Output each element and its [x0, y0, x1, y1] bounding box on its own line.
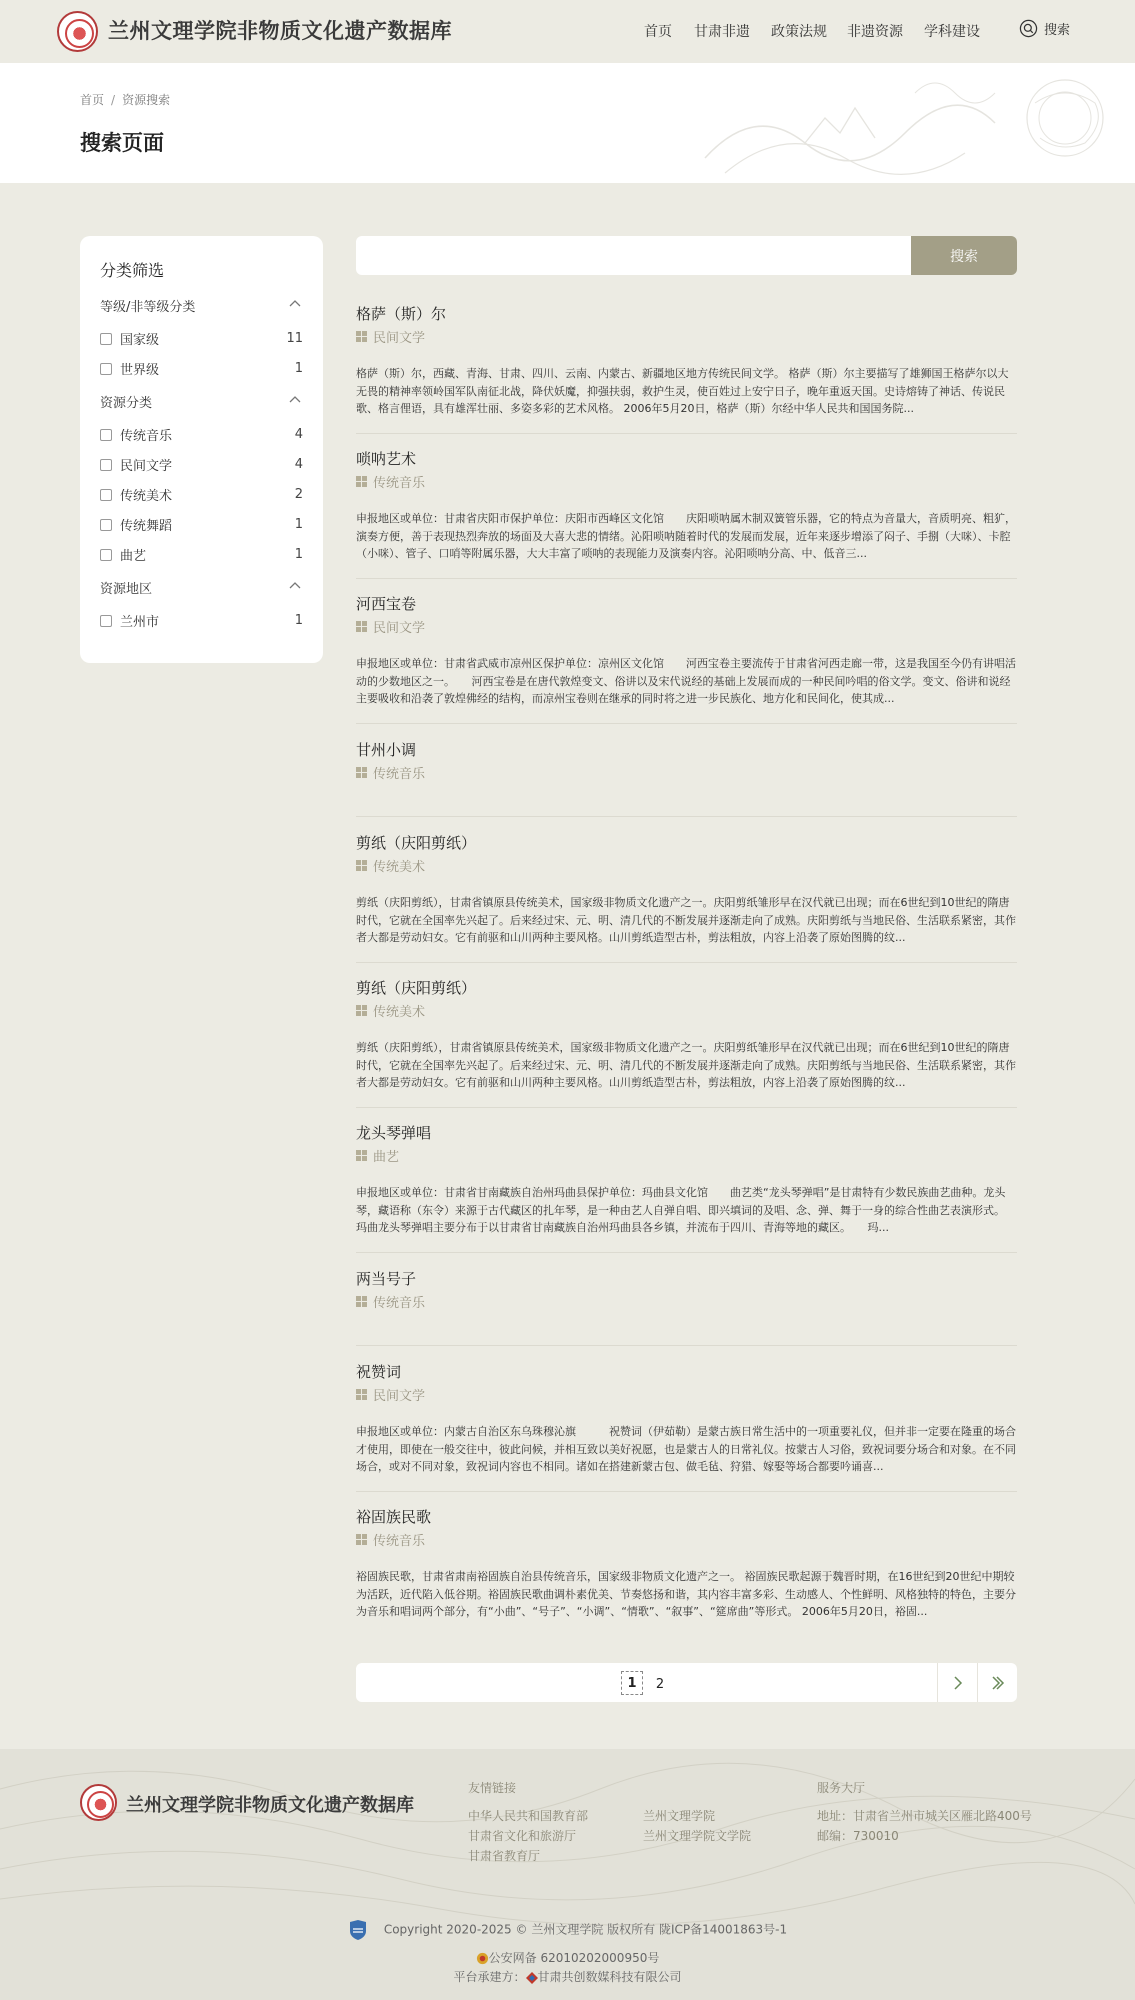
filter-option-count: 4: [294, 427, 303, 442]
result-description: 申报地区或单位：甘肃省庆阳市保护单位：庆阳市西峰区文化馆 庆阳唢呐属木制双簧管乐器，它的特点为音量大，音质明亮、粗犷，演奏方便，善于表现热烈奔放的场面及大喜大悲的情绪。沁阳唢呐随着时代的发展而发展，近年来逐步增添了闷子、手捌（大咪）、卡腔（小咪）、管子、口哨等附属乐器，大大丰富了唢呐的表现能力及演奏内容。沁阳唢呐分高、中、低音三...: [356, 512, 1016, 560]
police-record-text: 公安网备 62010202000950号: [488, 1951, 660, 1965]
builder-name[interactable]: 甘肃共创数媒科技有限公司: [537, 1970, 682, 1984]
result-category: [356, 1292, 425, 1311]
header-search-label: 搜索: [1044, 23, 1071, 38]
result-item[interactable]: [356, 1122, 1022, 1253]
page-banner: [0, 63, 1135, 183]
category-grid-icon: [356, 331, 367, 342]
search-icon: [1019, 19, 1038, 38]
result-description: 申报地区或单位：甘肃省武威市凉州区保护单位：凉州区文化馆 河西宝卷主要流传于甘肃省河西走廊一带，这是我国至今仍有讲唱活动的少数地区之一。 河西宝卷是在唐代敦煌变文、俗讲以及宋代说经的基础上发展而成的一种民间吟唱的俗文学。变文、俗讲和说经主要吸收和沿袭了敦煌佛经的结构，而凉州宝卷则在继承的同时将之进一步民族化、地方化和民间化，使其成...: [356, 657, 1016, 705]
footer-service-heading: 服务大厅: [817, 1781, 866, 1795]
result-category-label: 传统音乐: [373, 476, 426, 491]
ink-landscape-decoration: [665, 63, 1135, 183]
checkbox[interactable]: [100, 333, 112, 345]
footer-link[interactable]: 兰州文理学院文学院: [643, 1829, 752, 1843]
checkbox[interactable]: [100, 363, 112, 375]
result-category-label: 民间文学: [373, 621, 426, 636]
result-category: [356, 1530, 425, 1549]
result-category: [356, 327, 425, 346]
result-item[interactable]: [356, 448, 1017, 579]
police-record-line[interactable]: [0, 1949, 1135, 1966]
next-page-button[interactable]: [937, 1663, 977, 1702]
footer-link[interactable]: 兰州文理学院: [643, 1809, 716, 1823]
filter-option-traditional-art[interactable]: [100, 485, 303, 504]
result-title[interactable]: 河西宝卷: [356, 595, 417, 613]
filter-option-traditional-dance[interactable]: [100, 515, 303, 534]
result-description: 申报地区或单位：内蒙古自治区东乌珠穆沁旗 祝赞词（伊茹勒）是蒙古族日常生活中的一项重要礼仪，但并非一定要在隆重的场合才使用，即使在一般交往中，彼此问候，并相互致以美好祝愿，也是蒙古人的日常礼仪。按蒙古人习俗，致祝词要分场合和对象。在不同场合，或对不同对象，致祝词内容也不相同。诸如在搭建新蒙古包、做毛毡、狩猎、嫁娶等场合都要吟诵喜...: [356, 1425, 1016, 1473]
footer-postcode: 邮编：730010: [817, 1829, 899, 1843]
footer-logo-icon[interactable]: [80, 1784, 117, 1821]
filter-group-label: 资源地区: [100, 582, 153, 597]
filter-option-quyi[interactable]: [100, 545, 303, 564]
result-title[interactable]: 格萨（斯）尔: [356, 305, 447, 323]
footer-link[interactable]: 甘肃省教育厅: [468, 1849, 541, 1863]
footer-site-title: 兰州文理学院非物质文化遗产数据库: [126, 1795, 414, 1816]
filter-title: 分类筛选: [100, 261, 165, 280]
filter-option-label: 国家级: [120, 333, 160, 348]
gov-badge-icon[interactable]: [348, 1919, 368, 1941]
checkbox[interactable]: [100, 459, 112, 471]
result-item[interactable]: [356, 832, 1017, 963]
chevron-right-icon: [953, 1676, 963, 1690]
nav-gansu-heritage[interactable]: 甘肃非遗: [694, 24, 750, 40]
site-footer: [0, 1749, 1135, 2000]
result-category-label: 传统美术: [373, 860, 426, 875]
result-description: 剪纸（庆阳剪纸），甘肃省镇原县传统美术，国家级非物质文化遗产之一。庆阳剪纸雏形早在汉代就已出现；而在6世纪到10世纪的隋唐时代，它就在全国率先兴起了。后来经过宋、元、明、清几代的不断发展并逐渐走向了成熟。庆阳剪纸与当地民俗、生活联系紧密，其作者大都是劳动妇女。它有前驱和山川两种主要风格。山川剪纸造型古朴，剪法粗放，内容上沿袭了原始图腾的纹...: [356, 896, 1016, 944]
checkbox[interactable]: [100, 429, 112, 441]
nav-discipline[interactable]: 学科建设: [924, 24, 980, 40]
search-input[interactable]: [356, 236, 911, 275]
checkbox[interactable]: [100, 549, 112, 561]
result-title[interactable]: 两当号子: [356, 1270, 417, 1288]
chevron-up-icon[interactable]: [289, 299, 301, 307]
result-category-label: 民间文学: [373, 1389, 426, 1404]
result-title[interactable]: 唢呐艺术: [356, 450, 417, 468]
category-grid-icon: [356, 1389, 367, 1400]
category-grid-icon: [356, 476, 367, 487]
filter-option-world[interactable]: [100, 359, 303, 378]
filter-option-count: 1: [294, 613, 303, 628]
filter-option-lanzhou[interactable]: [100, 611, 303, 630]
result-category: [356, 856, 425, 875]
breadcrumb-separator: /: [111, 93, 116, 107]
filter-option-label: 曲艺: [120, 549, 147, 564]
nav-policy[interactable]: 政策法规: [771, 24, 827, 40]
result-title[interactable]: 祝赞词: [356, 1363, 402, 1381]
filter-option-traditional-music[interactable]: [100, 425, 303, 444]
footer-links-heading: 友情链接: [468, 1781, 517, 1795]
result-item[interactable]: [356, 1506, 1017, 1637]
page-title: 搜索页面: [80, 130, 164, 155]
result-category-label: 传统音乐: [373, 1296, 426, 1311]
result-item[interactable]: [356, 1268, 1017, 1346]
search-button[interactable]: 搜索: [911, 236, 1017, 275]
filter-option-label: 传统音乐: [120, 429, 173, 444]
filter-group-label: 资源分类: [100, 396, 153, 411]
filter-option-label: 传统舞蹈: [120, 519, 173, 534]
filter-option-label: 民间文学: [120, 459, 173, 474]
result-description: 剪纸（庆阳剪纸），甘肃省镇原县传统美术，国家级非物质文化遗产之一。庆阳剪纸雏形早在汉代就已出现；而在6世纪到10世纪的隋唐时代，它就在全国率先兴起了。后来经过宋、元、明、清几代的不断发展并逐渐走向了成熟。庆阳剪纸与当地民俗、生活联系紧密，其作者大都是劳动妇女。它有前驱和山川两种主要风格。山川剪纸造型古朴，剪法粗放，内容上沿袭了原始图腾的纹...: [356, 1041, 1016, 1089]
result-item[interactable]: [356, 977, 1017, 1108]
breadcrumb-current: 资源搜索: [122, 93, 171, 107]
double-chevron-right-icon: [991, 1676, 1005, 1690]
college-logo-icon[interactable]: [57, 11, 98, 52]
filter-sidebar: [80, 236, 323, 663]
checkbox[interactable]: [100, 489, 112, 501]
result-category-label: 传统美术: [373, 1005, 426, 1020]
result-category: [356, 617, 425, 636]
police-emblem-icon: [476, 1952, 489, 1965]
filter-option-label: 传统美术: [120, 489, 173, 504]
result-title[interactable]: 甘州小调: [356, 741, 417, 759]
result-category: [356, 763, 425, 782]
checkbox[interactable]: [100, 615, 112, 627]
page-2-button[interactable]: 2: [655, 1676, 665, 1692]
header-search-button[interactable]: [1019, 19, 1070, 38]
result-item[interactable]: [356, 303, 1017, 434]
result-description: 申报地区或单位：甘肃省甘南藏族自治州玛曲县保护单位：玛曲县文化馆 曲艺类“龙头琴弹唱”是甘肃特有少数民族曲艺曲种。龙头琴，藏语称（东令）来源于古代藏区的扎年琴，是一种由艺人自弹自唱、即兴填词的及唱、念、弹、舞于一身的综合性曲艺表演形式。 玛曲龙头琴弹唱主要分布于以甘肃省甘南藏族自治州玛曲县各乡镇，并流布于四川、青海等地的藏区。 玛...: [356, 1186, 1022, 1234]
copyright-text: Copyright 2020-2025 © 兰州文理学院 版权所有 陇ICP备14001863号-1: [383, 1922, 788, 1937]
filter-group-level[interactable]: [100, 296, 303, 315]
result-item[interactable]: [356, 739, 1017, 817]
result-category: [356, 1146, 399, 1165]
page-1-button[interactable]: 1: [621, 1671, 643, 1695]
copyright-line: [0, 1919, 1135, 1941]
result-category: [356, 1385, 425, 1404]
category-grid-icon: [356, 1150, 367, 1161]
result-category-label: 传统音乐: [373, 767, 426, 782]
builder-logo-icon: [526, 1972, 538, 1984]
category-grid-icon: [356, 621, 367, 632]
result-category: [356, 1001, 425, 1020]
result-category-label: 曲艺: [373, 1150, 400, 1165]
result-category: [356, 472, 425, 491]
nav-home[interactable]: 首页: [644, 24, 672, 40]
checkbox[interactable]: [100, 519, 112, 531]
filter-option-count: 1: [294, 517, 303, 532]
chevron-up-icon[interactable]: [289, 395, 301, 403]
filter-option-count: 2: [294, 487, 303, 502]
result-item[interactable]: [356, 593, 1017, 724]
filter-option-count: 4: [294, 457, 303, 472]
site-title[interactable]: 兰州文理学院非物质文化遗产数据库: [108, 18, 452, 43]
footer-link[interactable]: 甘肃省文化和旅游厅: [468, 1829, 577, 1843]
filter-option-count: 11: [286, 331, 303, 346]
filter-group-category[interactable]: [100, 392, 303, 411]
result-title[interactable]: 剪纸（庆阳剪纸）: [356, 979, 477, 997]
result-category-label: 传统音乐: [373, 1534, 426, 1549]
footer-address: 地址：甘肃省兰州市城关区雁北路400号: [817, 1809, 1032, 1823]
category-grid-icon: [356, 1005, 367, 1016]
breadcrumb-home[interactable]: 首页: [80, 93, 105, 107]
breadcrumb: [80, 91, 170, 108]
filter-option-label: 兰州市: [120, 615, 160, 630]
result-title[interactable]: 裕固族民歌: [356, 1508, 432, 1526]
filter-option-count: 1: [294, 547, 303, 562]
result-title[interactable]: 剪纸（庆阳剪纸）: [356, 834, 477, 852]
category-grid-icon: [356, 767, 367, 778]
category-grid-icon: [356, 860, 367, 871]
result-item[interactable]: [356, 1361, 1017, 1492]
chevron-up-icon[interactable]: [289, 581, 301, 589]
filter-option-label: 世界级: [120, 363, 160, 378]
last-page-button[interactable]: [977, 1663, 1017, 1702]
pagination: [356, 1663, 1017, 1702]
footer-link[interactable]: 中华人民共和国教育部: [468, 1809, 589, 1823]
result-title[interactable]: 龙头琴弹唱: [356, 1124, 432, 1142]
result-description: 格萨（斯）尔，西藏、青海、甘肃、四川、云南、内蒙古、新疆地区地方传统民间文学。 格萨（斯）尔主要描写了雄狮国王格萨尔以大无畏的精神率领岭国军队南征北战，降伏妖魔，抑强扶弱，救护生灵，使百姓过上安宁日子，晚年重返天国。史诗熔铸了神话、传说民歌、格言俚语，具有雄浑壮丽、多姿多彩的艺术风格。 2006年5月20日，格萨（斯）尔经中华人民共和国国务院...: [356, 367, 1009, 415]
category-grid-icon: [356, 1534, 367, 1545]
result-category-label: 民间文学: [373, 331, 426, 346]
filter-group-label: 等级/非等级分类: [100, 300, 196, 315]
nav-resources[interactable]: 非遗资源: [847, 24, 903, 40]
category-grid-icon: [356, 1296, 367, 1307]
builder-label: 平台承建方：: [453, 1970, 526, 1984]
builder-line: [0, 1968, 1135, 1985]
filter-option-national[interactable]: [100, 329, 303, 348]
filter-group-region[interactable]: [100, 578, 303, 597]
filter-option-count: 1: [294, 361, 303, 376]
site-header: [0, 0, 1135, 63]
filter-option-folk-literature[interactable]: [100, 455, 303, 474]
result-description: 裕固族民歌，甘肃省肃南裕固族自治县传统音乐，国家级非物质文化遗产之一。 裕固族民歌起源于魏晋时期，在16世纪到20世纪中期较为活跃，近代陷入低谷期。裕固族民歌曲调朴素优美、节奏悠扬和谐，其内容丰富多彩、生动感人、个性鲜明、风格独特的特色，主要分为音乐和唱词两个部分，有“小曲”、“号子”、“小调”、“情歌”、“叙事”、“筵席曲”等形式。 2006年5月20日，裕固...: [356, 1570, 1016, 1618]
